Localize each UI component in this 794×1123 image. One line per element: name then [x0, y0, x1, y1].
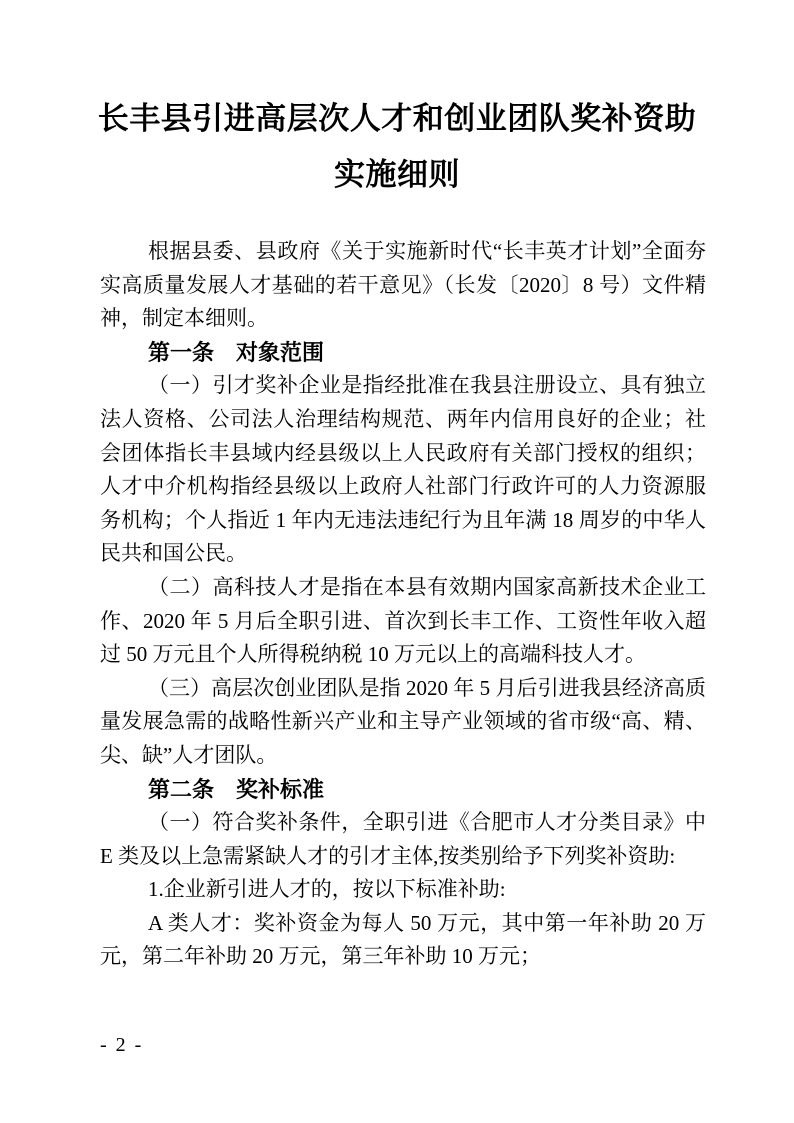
paragraph-article1-item2: （二）高科技人才是指在本县有效期内国家高新技术企业工作、2020 年 5 月后全职引进、首次到长丰工作、工资性年收入超过 50 万元且个人所得税纳税 10 万元以上的高端科技人才。 — [100, 574, 706, 667]
document-title-line1: 长丰县引进高层次人才和创业团队奖补资助 — [97, 101, 697, 136]
page-number: - 2 - — [100, 1034, 144, 1056]
document-title-line2: 实施细则 — [334, 157, 460, 192]
paragraph-article2-class-a: A 类人才：奖补资金为每人 50 万元，其中第一年补助 20 万元，第二年补助 20 万元，第三年补助 10 万元； — [100, 910, 706, 969]
section-heading-article-2: 第二条 奖补标准 — [148, 776, 325, 802]
document-body — [100, 235, 706, 974]
paragraph-article1-item3: （三）高层次创业团队是指 2020 年 5 月后引进我县经济高质量发展急需的战略性新兴产业和主导产业领域的省市级“高、精、尖、缺”人才团队。 — [100, 675, 706, 767]
paragraph-article2-item1: （一）符合奖补条件，全职引进《合肥市人才分类目录》中 E 类及以上急需紧缺人才的引才主体,按类别给予下列奖补资助: — [100, 810, 706, 868]
paragraph-intro: 根据县委、县政府《关于实施新时代“长丰英才计划”全面夯实高质量发展人才基础的若干意见》（长发〔2020〕8 号）文件精神，制定本细则。 — [100, 239, 706, 331]
paragraph-article2-sub1: 1.企业新引进人才的，按以下标准补助: — [148, 877, 506, 902]
paragraph-article1-item1: （一）引才奖补企业是指经批准在我县注册设立、具有独立法人资格、公司法人治理结构规范、两年内信用良好的企业；社会团体指长丰县域内经县级以上人民政府有关部门授权的组织；人才中介机构指经县级以上政府人社部门行政许可的人力资源服务机构；个人指近 1 年内无违法违纪行为且年满 18 周岁的中华人民共和国公民。 — [100, 373, 706, 566]
section-heading-article-1: 第一条 对象范围 — [148, 339, 325, 365]
document-title — [0, 91, 794, 203]
